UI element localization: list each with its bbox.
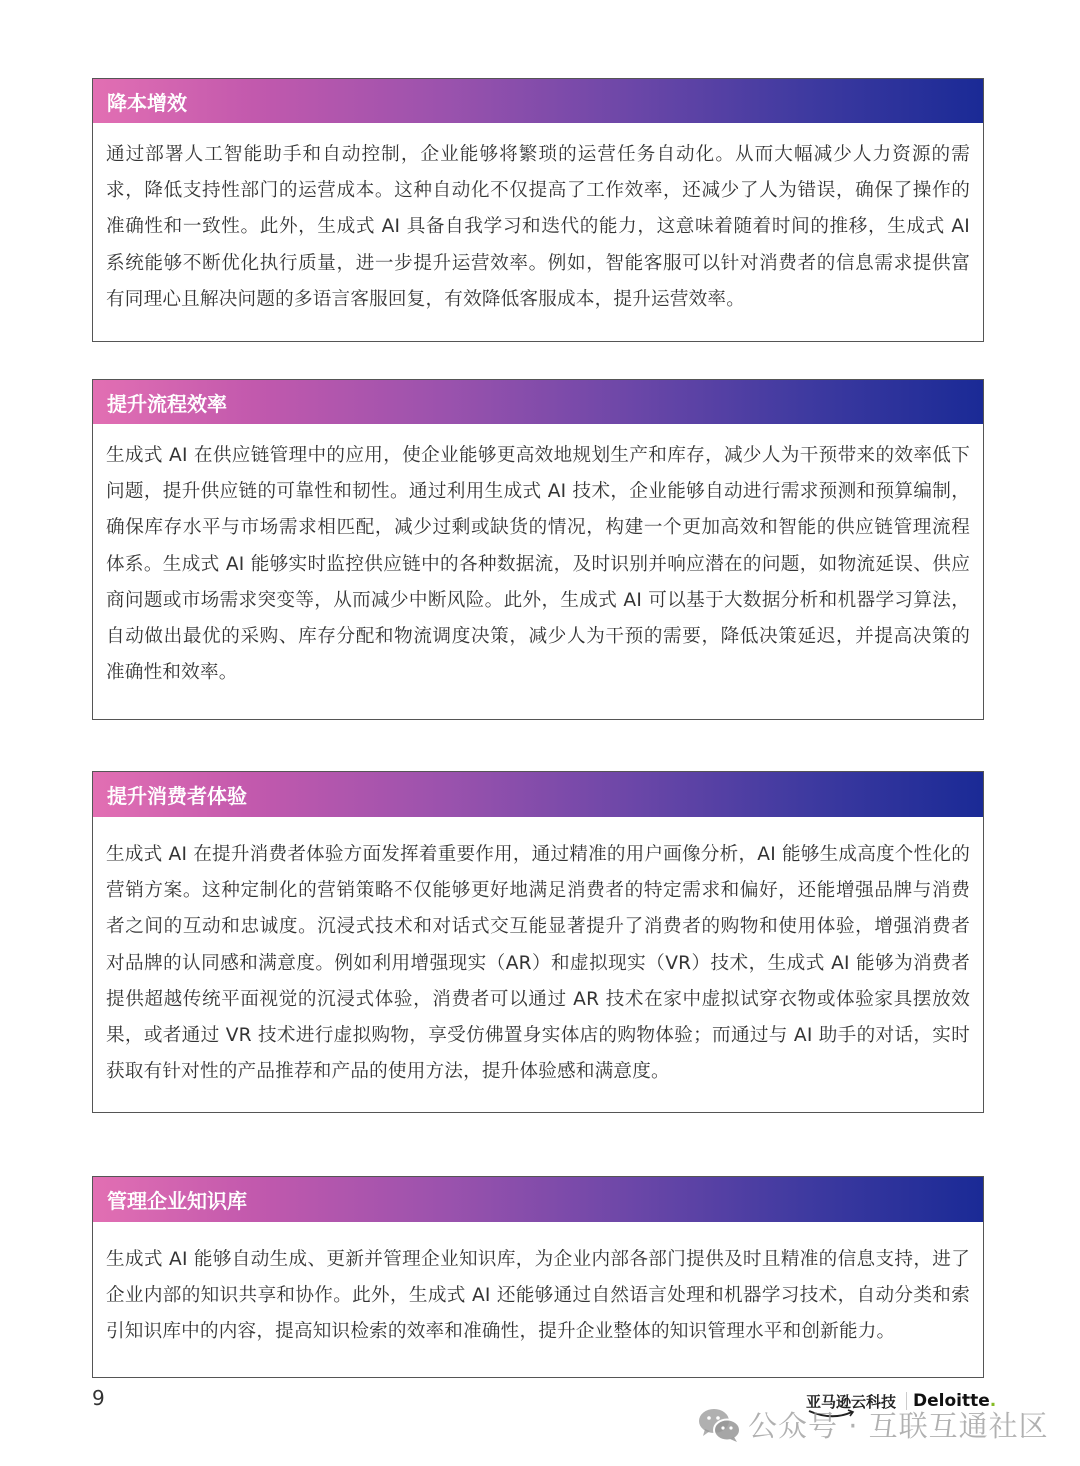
section-body: 通过部署人工智能助手和自动控制，企业能够将繁琐的运营任务自动化。从而大幅减少人力资源的需求，降低支持性部门的运营成本。这种自动化不仅提高了工作效率，还减少了人为错误，确保了操作的准确性和一致性。此外，生成式 AI 具备自我学习和迭代的能力，这意味着随着时间的推移，生成式 AI 系统能够不断优化执行质量，进一步提升运营效率。例如，智能客服可以针对消费者的信息需求提供富有同理心且解决问题的多语言客服回复，有效降低客服成本，提升运营效率。: [106, 144, 970, 310]
deloitte-logo-text: Deloitte: [913, 1391, 990, 1411]
section-header: [93, 79, 983, 123]
deloitte-dot: .: [989, 1391, 997, 1411]
amazon-logo-text: 亚马逊云科技: [806, 1392, 897, 1411]
section-cost-reduction: [92, 78, 984, 342]
page-number: 9: [92, 1386, 105, 1410]
wechat-watermark: [698, 1404, 1049, 1445]
section-title: 提升流程效率: [107, 391, 227, 416]
section-title: 降本增效: [107, 90, 187, 115]
section-title: 管理企业知识库: [107, 1189, 247, 1213]
section-body: 生成式 AI 在提升消费者体验方面发挥着重要作用，通过精准的用户画像分析，AI 能够生成高度个性化的营销方案。这种定制化的营销策略不仅能够更好地满足消费者的特定需求和偏好，还能增强品牌与消费者之间的互动和忠诚度。沉浸式技术和对话式交互能显著提升了消费者的购物和使用体验，增强消费者对品牌的认同感和满意度。例如利用增强现实（AR）和虚拟现实（VR）技术，生成式 AI 能够为消费者提供超越传统平面视觉的沉浸式体验，消费者可以通过 AR 技术在家中虚拟试穿衣物或体验家具摆放效果，或者通过 VR 技术进行虚拟购物，享受仿佛置身实体店的购物体验；而通过与 AI 助手的对话，实时获取有针对性的产品推荐和产品的使用方法，提升体验感和满意度。: [106, 844, 970, 1083]
watermark-text: 公众号 · 互联互通社区: [748, 1409, 1049, 1443]
wechat-icon: [698, 1407, 742, 1443]
section-knowledge-base: [92, 1176, 984, 1378]
section-consumer-experience: [92, 771, 984, 1113]
section-header: [93, 772, 983, 817]
section-header: [93, 1177, 983, 1222]
section-process-efficiency: [92, 379, 984, 720]
section-title: 提升消费者体验: [107, 784, 247, 808]
section-body: 生成式 AI 能够自动生成、更新并管理企业知识库，为企业内部各部门提供及时且精准的信息支持，进了企业内部的知识共享和协作。此外，生成式 AI 还能够通过自然语言处理和机器学习技术，自动分类和索引知识库中的内容，提高知识检索的效率和准确性，提升企业整体的知识管理水平和创新能力。: [106, 1249, 970, 1343]
section-body: 生成式 AI 在供应链管理中的应用，使企业能够更高效地规划生产和库存，减少人为干预带来的效率低下问题，提升供应链的可靠性和韧性。通过利用生成式 AI 技术，企业能够自动进行需求预测和预算编制，确保库存水平与市场需求相匹配，减少过剩或缺货的情况，构建一个更加高效和智能的供应链管理流程体系。生成式 AI 能够实时监控供应链中的各种数据流，及时识别并响应潜在的问题，如物流延误、供应商问题或市场需求突变等，从而减少中断风险。此外，生成式 AI 可以基于大数据分析和机器学习算法，自动做出最优的采购、库存分配和物流调度决策，减少人为干预的需要，降低决策延迟，并提高决策的准确性和效率。: [106, 445, 970, 684]
section-header: [93, 380, 983, 424]
